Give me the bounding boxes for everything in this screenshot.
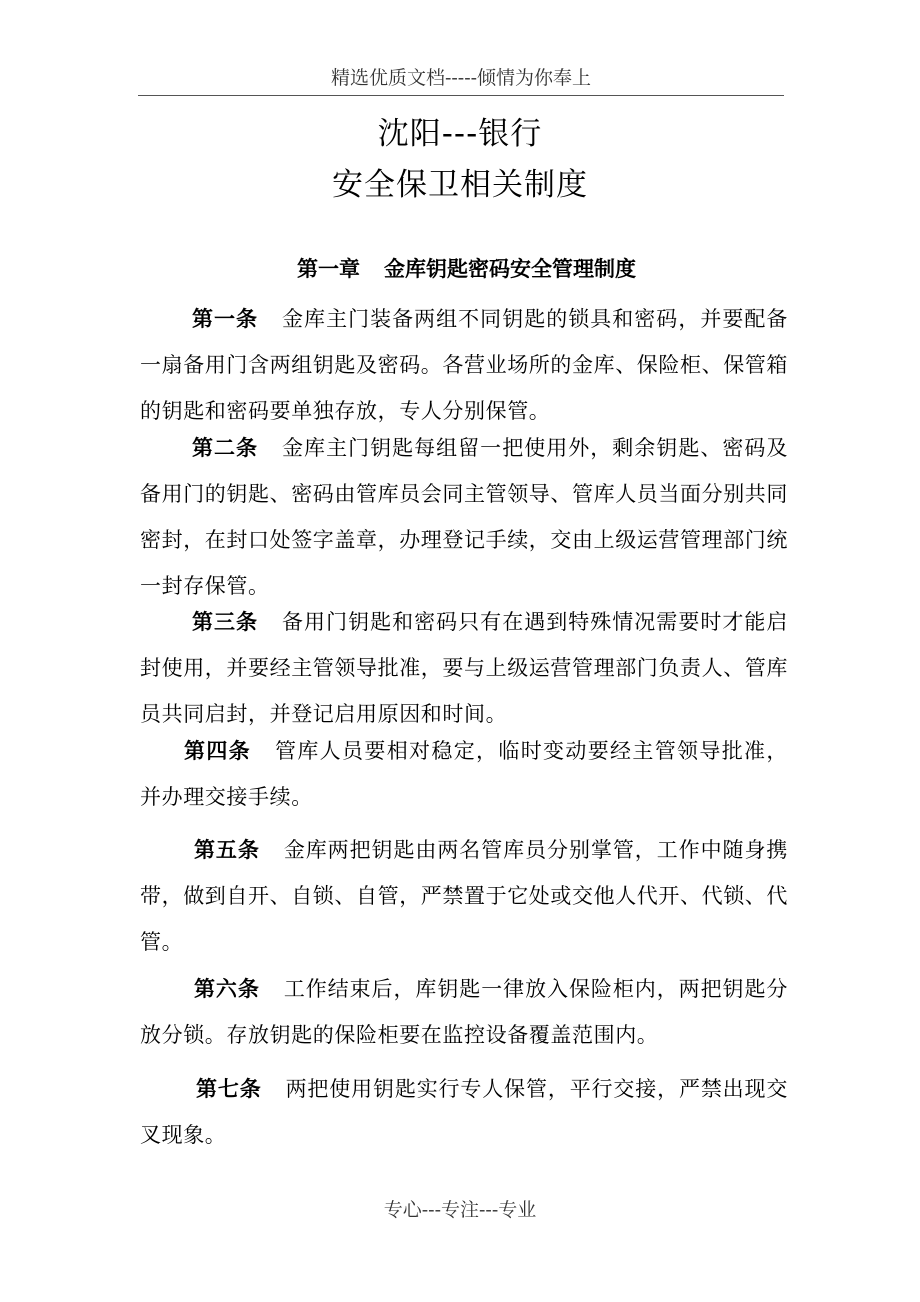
chapter-number: 第一章 <box>297 257 360 281</box>
article-text: 工作结束后，库钥匙一律放入保险柜内，两把钥匙分放分锁。存放钥匙的保险柜要在监控设备覆盖范围内。 <box>140 977 788 1047</box>
article-text: 两把使用钥匙实行专人保管，平行交接，严禁出现交叉现象。 <box>140 1077 788 1147</box>
article-label: 第三条 <box>192 610 259 634</box>
document-subtitle: 安全保卫相关制度 <box>332 167 588 203</box>
header-divider <box>138 95 784 96</box>
article-label: 第七条 <box>196 1077 262 1101</box>
chapter-heading <box>297 251 636 287</box>
article-text: 金库主门钥匙每组留一把使用外，剩余钥匙、密码及备用门的钥匙、密码由管库员会同主管领导、管库人员当面分别共同密封，在封口处签字盖章，办理登记手续，交由上级运营管理部门统一封存保管。 <box>140 436 788 598</box>
article-2 <box>140 425 788 609</box>
article-label: 第一条 <box>192 307 259 331</box>
article-4 <box>140 728 788 820</box>
article-label: 第二条 <box>192 436 259 460</box>
article-label: 第六条 <box>194 977 260 1001</box>
page-footer: 专心---专注---专业 <box>383 1199 537 1221</box>
article-3 <box>140 599 788 737</box>
article-1 <box>140 296 788 434</box>
article-text: 备用门钥匙和密码只有在遇到特殊情况需要时才能启封使用，并要经主管领导批准，要与上级运营管理部门负责人、管库员共同启封，并登记启用原因和时间。 <box>140 610 788 726</box>
article-6 <box>140 966 788 1058</box>
article-label: 第五条 <box>194 838 260 862</box>
document-title: 沈阳---银行 <box>377 116 543 152</box>
article-text: 管库人员要相对稳定，临时变动要经主管领导批准，并办理交接手续。 <box>140 739 788 809</box>
article-label: 第四条 <box>184 739 252 763</box>
article-text: 金库主门装备两组不同钥匙的锁具和密码，并要配备一扇备用门含两组钥匙及密码。各营业场所的金库、保险柜、保管箱的钥匙和密码要单独存放，专人分别保管。 <box>140 307 788 423</box>
page-header: 精选优质文档-----倾情为你奉上 <box>330 67 592 89</box>
article-5 <box>140 827 788 965</box>
article-7 <box>140 1066 788 1158</box>
article-text: 金库两把钥匙由两名管库员分别掌管，工作中随身携带，做到自开、自锁、自管，严禁置于它处或交他人代开、代锁、代管。 <box>140 838 788 954</box>
chapter-name: 金库钥匙密码安全管理制度 <box>384 257 636 281</box>
